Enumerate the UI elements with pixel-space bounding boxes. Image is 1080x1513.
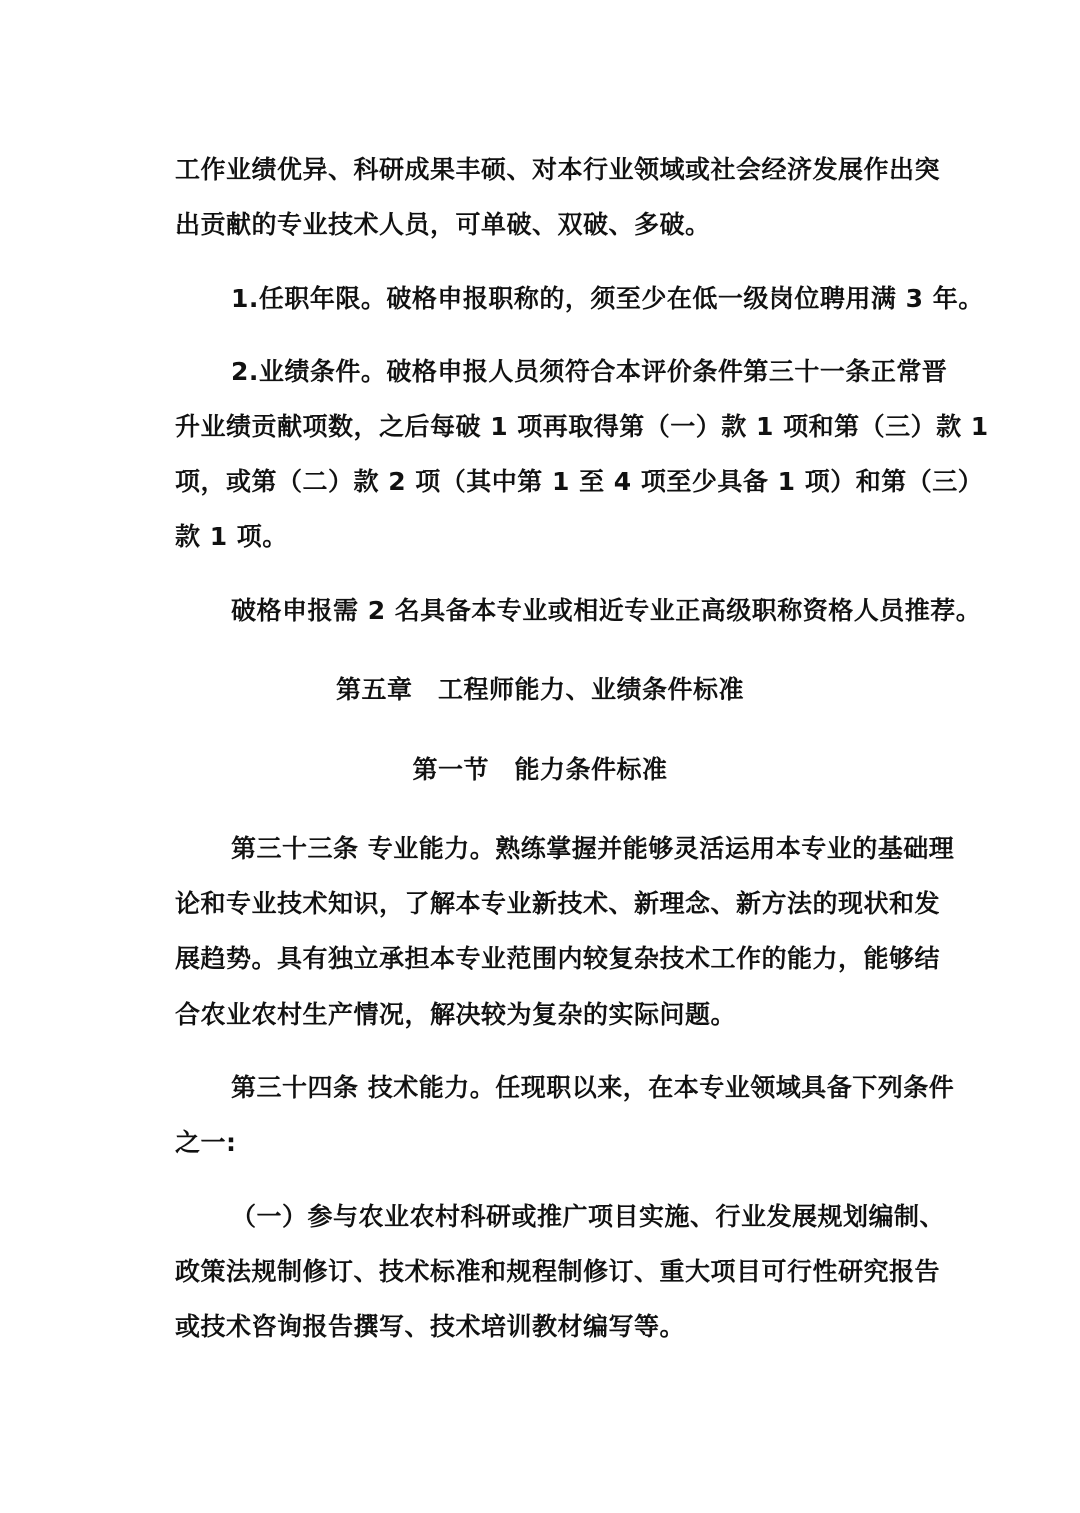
paragraph-line: 项，或第（二）款 2 项（其中第 1 至 4 项至少具备 1 项）和第（三） xyxy=(175,467,984,496)
paragraph-line: 合农业农村生产情况，解决较为复杂的实际问题。 xyxy=(175,1000,737,1029)
paragraph-line: 或技术咨询报告撰写、技术培训教材编写等。 xyxy=(175,1312,686,1341)
paragraph-line: 之一: xyxy=(175,1128,237,1157)
clause-tenure: 1.任职年限。破格申报职称的，须至少在低一级岗位聘用满 3 年。 xyxy=(231,284,984,313)
paragraph-line: 论和专业技术知识，了解本专业新技术、新理念、新方法的现状和发 xyxy=(175,889,941,918)
item-1: （一）参与农业农村科研或推广项目实施、行业发展规划编制、 xyxy=(231,1202,946,1231)
article-34: 第三十四条 技术能力。任现职以来，在本专业领域具备下列条件 xyxy=(231,1073,955,1102)
paragraph-line: 政策法规制修订、技术标准和规程制修订、重大项目可行性研究报告 xyxy=(175,1257,941,1286)
chapter-heading: 第五章 工程师能力、业绩条件标准 xyxy=(335,675,744,704)
recommendation-note: 破格申报需 2 名具备本专业或相近专业正高级职称资格人员推荐。 xyxy=(231,596,982,625)
paragraph-line: 展趋势。具有独立承担本专业范围内较复杂技术工作的能力，能够结 xyxy=(175,944,941,973)
paragraph-line: 出贡献的专业技术人员，可单破、双破、多破。 xyxy=(175,210,711,239)
article-33: 第三十三条 专业能力。熟练掌握并能够灵活运用本专业的基础理 xyxy=(231,834,955,863)
paragraph-line: 升业绩贡献项数，之后每破 1 项再取得第（一）款 1 项和第（三）款 1 xyxy=(175,412,989,441)
clause-performance: 2.业绩条件。破格申报人员须符合本评价条件第三十一条正常晋 xyxy=(231,357,948,386)
paragraph-line: 工作业绩优异、科研成果丰硕、对本行业领域或社会经济发展作出突 xyxy=(175,155,941,184)
section-heading: 第一节 能力条件标准 xyxy=(412,755,668,784)
paragraph-line: 款 1 项。 xyxy=(175,522,288,551)
